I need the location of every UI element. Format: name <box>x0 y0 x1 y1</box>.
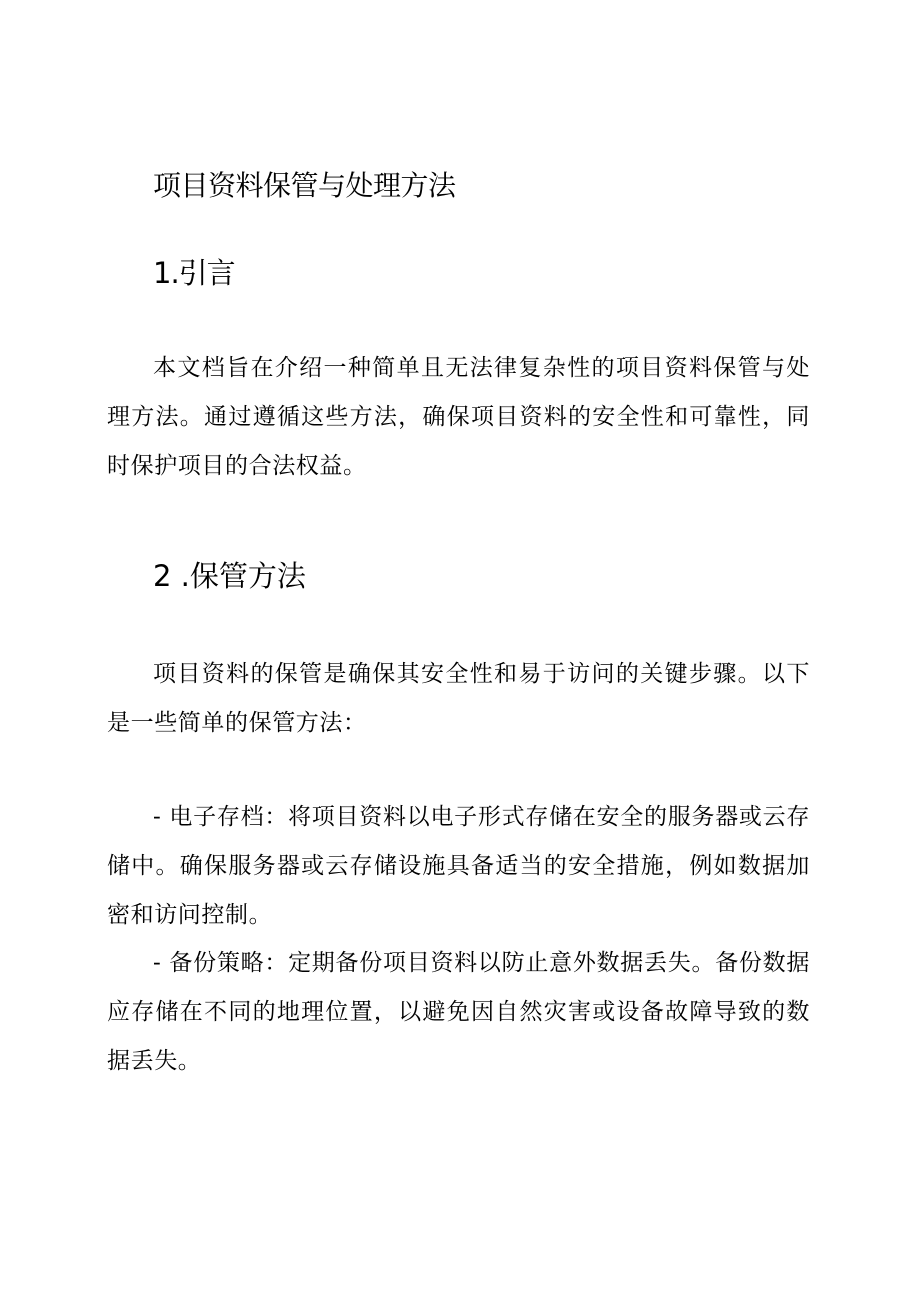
section-heading-introduction: 1.引言 <box>153 256 235 290</box>
document-title: 项目资料保管与处理方法 <box>153 169 456 202</box>
paragraph-introduction: 本文档旨在介绍一种简单且无法律复杂性的项目资料保管与处理方法。通过遵循这些方法，确保项目资料的安全性和可靠性，同时保护项目的合法权益。 <box>107 355 810 479</box>
section-heading-storage-methods: 2 .保管方法 <box>153 559 306 593</box>
paragraph-storage-intro: 项目资料的保管是确保其安全性和易于访问的关键步骤。以下是一些简单的保管方法： <box>107 661 810 736</box>
list-item-electronic-archive: - 电子存档：将项目资料以电子形式存储在安全的服务器或云存储中。确保服务器或云存储设施具备适当的安全措施，例如数据加密和访问控制。 <box>107 804 810 928</box>
list-item-backup-strategy: - 备份策略：定期备份项目资料以防止意外数据丢失。备份数据应存储在不同的地理位置，以避免因自然灾害或设备故障导致的数据丢失。 <box>107 950 810 1074</box>
